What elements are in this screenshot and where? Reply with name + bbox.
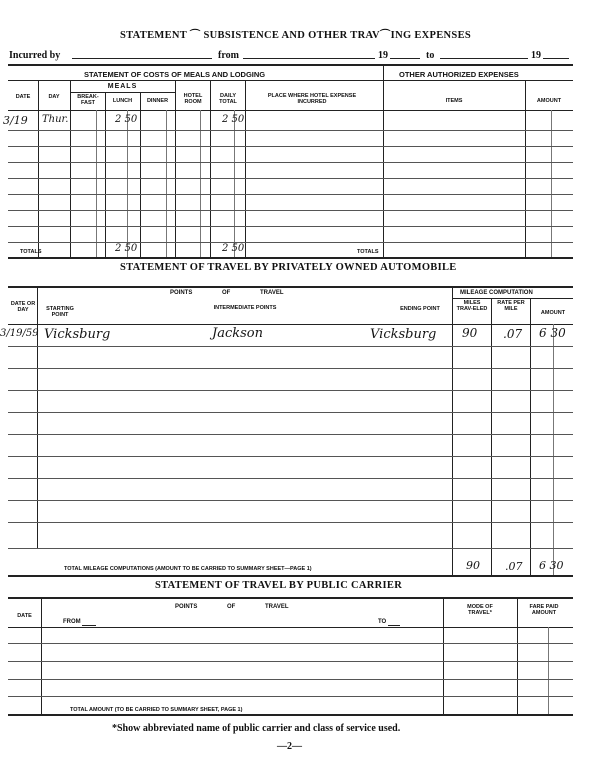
- auto-points-label: POINTS OF TRAVEL: [170, 290, 284, 296]
- carrier-from-label: FROM: [63, 619, 81, 625]
- other-expenses-title: OTHER AUTHORIZED EXPENSES: [399, 70, 519, 79]
- auto-col-start: STARTING POINT: [46, 306, 74, 318]
- year-label-1: 19: [378, 50, 388, 61]
- carrier-col-mode: MODE OF TRAVEL*: [467, 604, 493, 616]
- auto-mileage-label: MILEAGE COMPUTATION: [460, 290, 533, 296]
- auto-col-miles: MILES TRAV-ELED: [456, 300, 488, 312]
- meals-total-lunch: 2 50: [115, 243, 138, 254]
- col-amount: AMOUNT: [536, 98, 562, 104]
- col-date: DATE: [15, 94, 31, 100]
- auto-row-end: Vicksburg: [370, 327, 437, 342]
- form-title: STATEMENT ⌒ SUBSISTENCE AND OTHER TRAV⌒ING EXPENSES: [120, 30, 472, 41]
- col-dinner: DINNER: [146, 98, 169, 104]
- auto-total-miles: 90: [466, 559, 480, 572]
- auto-total-rate: .07: [505, 560, 523, 573]
- meals-totals-label: TOTALS: [20, 249, 42, 255]
- auto-row-miles: 90: [462, 326, 478, 340]
- to-label: to: [426, 50, 435, 61]
- auto-row-intermediate: Jackson: [212, 326, 263, 341]
- carrier-to-label: TO: [378, 619, 387, 625]
- meals-section-title: STATEMENT OF COSTS OF MEALS AND LODGING: [84, 70, 266, 79]
- auto-row-amount: 6 30: [539, 326, 566, 340]
- col-lunch: LUNCH: [112, 98, 133, 104]
- auto-total-amount: 6 30: [539, 559, 564, 572]
- col-place: PLACE WHERE HOTEL EXPENSE INCURRED: [267, 93, 357, 105]
- year-field-1[interactable]: [390, 58, 420, 59]
- auto-col-date: DATE OR DAY: [10, 301, 36, 313]
- meals-row-date: 3/19: [3, 114, 28, 127]
- auto-col-rate: RATE PER MILE: [497, 300, 525, 312]
- carrier-total-label: TOTAL AMOUNT (TO BE CARRIED TO SUMMARY SHEET, PAGE 1): [70, 707, 243, 713]
- meals-header: MEALS: [107, 83, 138, 90]
- year-field-2[interactable]: [543, 58, 569, 59]
- carrier-col-fare: FARE PAID AMOUNT: [529, 604, 559, 616]
- carrier-to-underline: [388, 625, 400, 626]
- carrier-section-title: STATEMENT OF TRAVEL BY PUBLIC CARRIER: [155, 580, 403, 591]
- carrier-points-label: POINTS OF TRAVEL: [175, 604, 289, 610]
- auto-total-label: TOTAL MILEAGE COMPUTATIONS (AMOUNT TO BE CARRIED TO SUMMARY SHEET—PAGE 1): [64, 566, 312, 572]
- auto-col-end: ENDING POINT: [400, 306, 440, 312]
- col-breakfast: BREAK-FAST: [77, 94, 99, 106]
- meals-row-lunch: 2 50: [115, 114, 138, 125]
- from-field[interactable]: [243, 58, 375, 59]
- auto-section-title: STATEMENT OF TRAVEL BY PRIVATELY OWNED AUTOMOBILE: [120, 262, 457, 273]
- col-items: ITEMS: [445, 98, 463, 104]
- footer-note: *Show abbreviated name of public carrier and class of service used.: [112, 723, 401, 734]
- other-totals-label: TOTALS: [357, 249, 379, 255]
- year-label-2: 19: [531, 50, 541, 61]
- incurred-by-field[interactable]: [72, 58, 212, 59]
- auto-col-amount: AMOUNT: [540, 310, 566, 316]
- auto-row-start: Vicksburg: [44, 327, 111, 342]
- meals-total-daily: 2 50: [222, 243, 245, 254]
- carrier-col-date: DATE: [17, 613, 32, 619]
- meals-row-daily-total: 2 50: [222, 114, 245, 125]
- carrier-from-underline: [82, 625, 96, 626]
- auto-col-intermediate: INTERMEDIATE POINTS: [213, 305, 277, 311]
- auto-row-date: 3/19/59: [0, 328, 39, 339]
- page-number: —2—: [277, 741, 302, 752]
- col-hotel-room: HOTEL ROOM: [183, 93, 203, 105]
- incurred-by-label: Incurred by: [9, 50, 61, 61]
- to-field[interactable]: [440, 58, 528, 59]
- col-day: DAY: [48, 94, 60, 100]
- meals-row-day: Thur.: [42, 114, 69, 125]
- auto-row-rate: .07: [503, 327, 523, 341]
- col-daily-total: DAILY TOTAL: [219, 93, 237, 105]
- from-label: from: [218, 50, 239, 61]
